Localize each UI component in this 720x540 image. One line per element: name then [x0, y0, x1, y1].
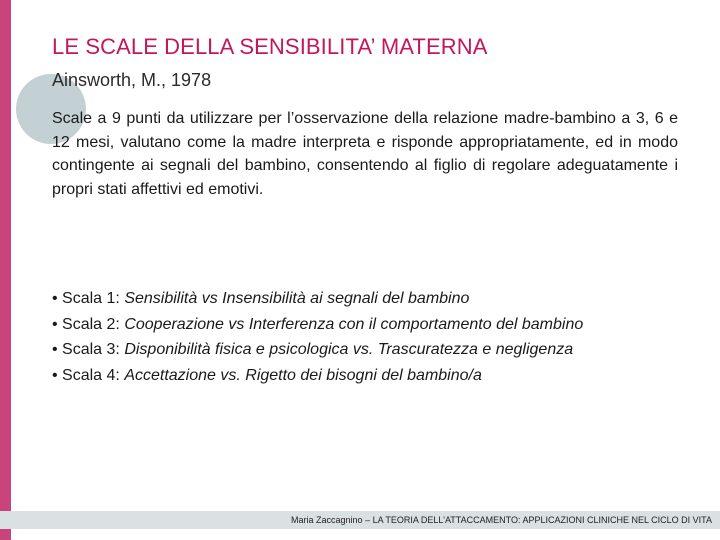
scale-item-1: [52, 288, 678, 311]
scale-list: [52, 288, 678, 390]
scale-item-desc: Accettazione vs. Rigetto dei bisogni del bambino/a: [124, 366, 482, 384]
scale-item-desc: Disponibilità fisica e psicologica vs. Trascuratezza e negligenza: [124, 341, 574, 358]
scale-item-3: [52, 339, 678, 362]
slide-title: LE SCALE DELLA SENSIBILITA’ MATERNA: [52, 34, 488, 59]
scale-item-4: [52, 365, 678, 388]
scale-item-lead: • Scala 4:: [52, 366, 120, 384]
scale-item-desc: Sensibilità vs Insensibilità ai segnali del bambino: [124, 290, 470, 307]
scale-item-2: [52, 314, 678, 337]
intro-paragraph: Scale a 9 punti da utilizzare per l’osservazione della relazione madre-bambino a 3, 6 e 12 mesi, valutano come la madre interpreta e risponde appropriatamente, ed in modo contingente ai segnali del bambino, consentendo al figlio di regolare adeguatamente i propri stati affettivi ed emotivi.: [52, 110, 678, 198]
scale-item-lead: • Scala 1:: [52, 290, 120, 307]
slide-subtitle: Ainsworth, M., 1978: [52, 70, 212, 90]
scale-item-lead: • Scala 2:: [52, 315, 120, 333]
scale-item-lead: • Scala 3:: [52, 341, 120, 358]
left-accent-bar: [0, 0, 11, 540]
footer-credit: Maria Zaccagnino – LA TEORIA DELL’ATTACCAMENTO: APPLICAZIONI CLINICHE NEL CICLO DI VITA: [291, 515, 712, 525]
scale-item-desc: Cooperazione vs Interferenza con il comportamento del bambino: [124, 315, 584, 333]
